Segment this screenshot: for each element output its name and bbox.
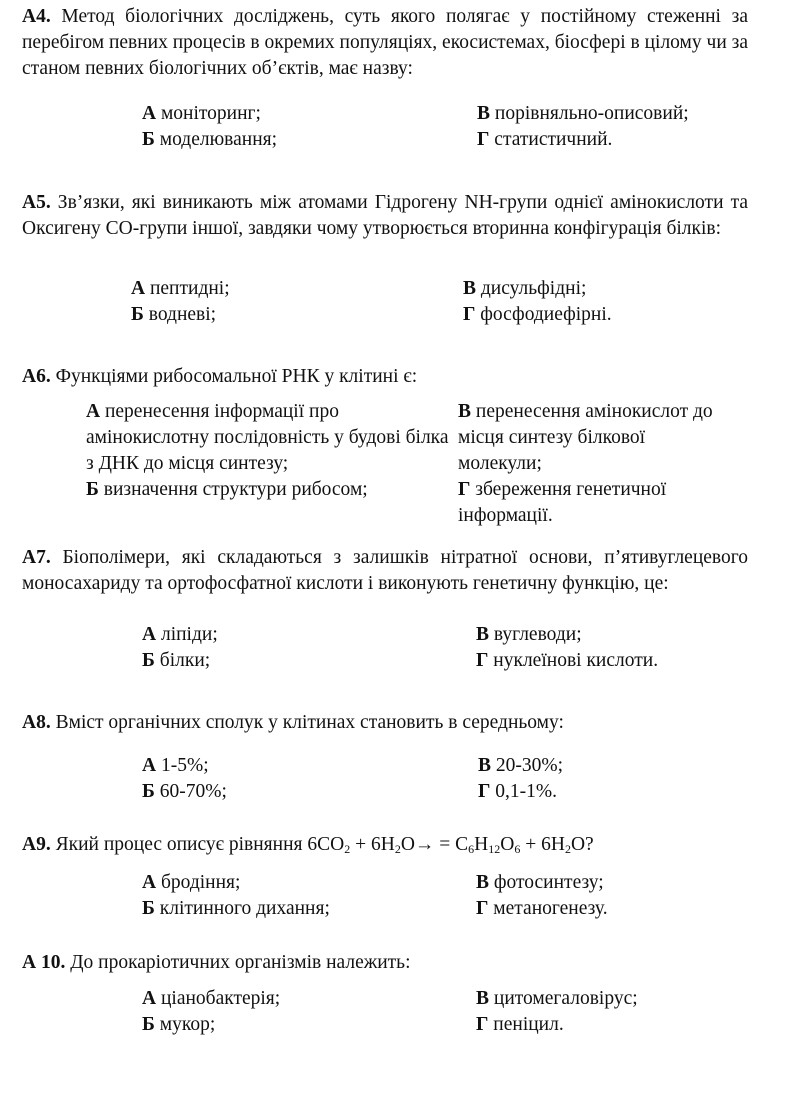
option-g[interactable]: Г нуклеїнові кислоти. xyxy=(476,650,659,671)
answer-options-a5 xyxy=(131,276,612,328)
answer-options-a8 xyxy=(142,753,563,805)
option-v[interactable]: В цитомегаловірус; xyxy=(476,988,638,1009)
answer-options-a4 xyxy=(142,101,689,153)
option-a[interactable]: А бродіння; xyxy=(142,872,241,893)
equation-subscript: 2 xyxy=(344,842,351,856)
question-text: Зв’язки, які виникають між атомами Гідрогену NH-групи однієї амінокислоти та Оксигену СО-групи іншої, завдяки чому утворюється вторинна конфігурація білків: xyxy=(22,192,748,239)
option-g[interactable]: Г фосфодиефірні. xyxy=(463,304,612,325)
option-g[interactable]: Г статистичний. xyxy=(477,129,613,150)
question-stem xyxy=(22,190,748,242)
option-v[interactable]: В перенесення амінокислот до місця синтезу білкової молекули; xyxy=(458,401,713,474)
question-text: Функціями рибосомальної РНК у клітині є: xyxy=(55,366,418,387)
question-stem xyxy=(22,832,748,858)
option-b[interactable]: Б моделювання; xyxy=(142,129,278,150)
question-stem xyxy=(22,364,748,390)
option-g[interactable]: Г пеніцил. xyxy=(476,1014,564,1035)
equation-text: 6CO xyxy=(307,834,345,855)
option-a[interactable]: А ціанобактерія; xyxy=(142,988,281,1009)
question-number: А5. xyxy=(22,192,51,213)
question-text: Який процес описує рівняння xyxy=(55,834,308,855)
option-b[interactable]: Б клітинного дихання; xyxy=(142,898,330,919)
option-g[interactable]: Г метаногенезу. xyxy=(476,898,608,919)
question-number: А7. xyxy=(22,547,51,568)
question-a5 xyxy=(22,190,748,242)
equation-subscript: 12 xyxy=(488,842,501,856)
option-column-right xyxy=(458,399,728,529)
question-number: А9. xyxy=(22,834,51,855)
equation-subscript: 2 xyxy=(394,842,401,856)
option-a[interactable]: А перенесення інформації про амінокислотну послідовність у будові білка з ДНК до місця синтезу; xyxy=(86,401,449,474)
question-a8 xyxy=(22,710,748,736)
question-text: Біополімери, які складаються з залишків нітратної основи, п’ятивуглецевого моносахариду та ортофосфатної кислоти і виконують генетичну функцію, це: xyxy=(22,547,749,594)
question-a10 xyxy=(22,950,748,976)
equation-text: + 6H xyxy=(520,834,565,855)
option-b[interactable]: Б 60-70%; xyxy=(142,781,227,802)
question-a4 xyxy=(22,4,748,82)
option-v[interactable]: В фотосинтезу; xyxy=(476,872,604,893)
question-stem xyxy=(22,4,748,82)
question-number: А6. xyxy=(22,366,51,387)
option-b[interactable]: Б білки; xyxy=(142,650,211,671)
question-number: А 10. xyxy=(22,952,66,973)
option-v[interactable]: В порівняльно-описовий; xyxy=(477,103,689,124)
equation-subscript: 6 xyxy=(514,842,521,856)
question-a6 xyxy=(22,364,748,390)
question-text: Метод біологічних досліджень, суть якого полягає у постійному стеженні за перебігом певних процесів в окремих популяціях, екосистемах, біосфері в цілому чи за станом певних біологічних об’єктів, має назву: xyxy=(22,6,749,79)
equation-text: H xyxy=(474,834,489,855)
question-text: До прокаріотичних організмів належить: xyxy=(70,952,411,973)
option-b[interactable]: Б мукор; xyxy=(142,1014,216,1035)
equation-text: O→ = C xyxy=(400,834,469,855)
answer-options-a9 xyxy=(142,870,608,922)
option-v[interactable]: В 20-30%; xyxy=(478,755,564,776)
question-number: А4. xyxy=(22,6,51,27)
question-number: А8. xyxy=(22,712,51,733)
equation-text: O xyxy=(500,834,515,855)
option-a[interactable]: А ліпіди; xyxy=(142,624,218,645)
question-stem xyxy=(22,950,748,976)
question-a7 xyxy=(22,545,748,597)
option-a[interactable]: А моніторинг; xyxy=(142,103,261,124)
equation-text: + 6H xyxy=(350,834,395,855)
option-v[interactable]: В вуглеводи; xyxy=(476,624,582,645)
option-b[interactable]: Б водневі; xyxy=(131,304,217,325)
option-b[interactable]: Б визначення структури рибосом; xyxy=(86,479,368,500)
answer-options-a7 xyxy=(142,622,658,674)
option-a[interactable]: А пептидні; xyxy=(131,278,230,299)
option-column-left xyxy=(86,399,456,503)
chemical-equation xyxy=(307,834,593,855)
option-v[interactable]: В дисульфідні; xyxy=(463,278,587,299)
question-text: Вміст органічних сполук у клітинах становить в середньому: xyxy=(55,712,564,733)
option-g[interactable]: Г 0,1-1%. xyxy=(478,781,558,802)
equation-subscript: 6 xyxy=(468,842,475,856)
equation-text: O? xyxy=(570,834,594,855)
answer-options-a10 xyxy=(142,986,638,1038)
option-g[interactable]: Г збереження генетичної інформації. xyxy=(458,479,667,526)
question-stem xyxy=(22,545,748,597)
question-a9 xyxy=(22,832,748,858)
option-a[interactable]: А 1-5%; xyxy=(142,755,209,776)
question-stem xyxy=(22,710,748,736)
equation-subscript: 2 xyxy=(564,842,571,856)
